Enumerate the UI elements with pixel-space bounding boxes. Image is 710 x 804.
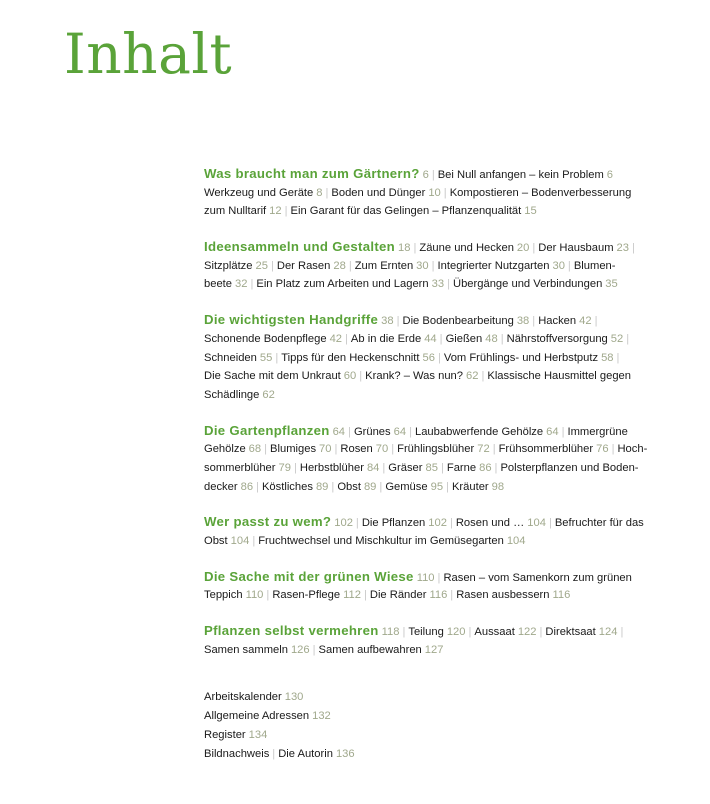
page-number: 127 — [424, 643, 444, 656]
toc-entry[interactable]: Teppich — [204, 589, 243, 602]
page-number: 118 — [381, 626, 400, 639]
separator: | — [548, 517, 552, 530]
toc-entry[interactable]: Fruchtwechsel und Mischkultur im Gemüsegarten — [258, 535, 504, 547]
separator: | — [331, 480, 335, 493]
toc-entry[interactable]: Köstliches — [261, 480, 313, 493]
toc-line — [204, 532, 684, 551]
toc-entry[interactable]: Rasen – vom Samenkorn zum grünen — [443, 571, 632, 584]
separator: | — [431, 259, 435, 272]
toc-line — [204, 586, 684, 605]
separator: | — [284, 205, 288, 218]
toc-section — [204, 165, 684, 221]
chapter-heading[interactable]: Ideensammeln und Gestalten — [204, 239, 396, 255]
page-number: 124 — [598, 626, 618, 639]
page-number: 102 — [428, 517, 447, 530]
page-number: 6 — [606, 169, 614, 181]
toc-entry[interactable]: Der Rasen — [276, 259, 331, 272]
toc-entry[interactable]: Rosen und … — [455, 517, 525, 530]
page-number: 122 — [517, 626, 537, 639]
toc-section — [204, 513, 684, 550]
toc-entry[interactable]: Register — [204, 729, 246, 741]
toc-entry[interactable]: Aussaat — [474, 626, 515, 639]
separator: | — [270, 259, 274, 272]
chapter-heading[interactable]: Wer passt zu wem? — [204, 514, 332, 530]
toc-entry[interactable]: Zäune und Hecken — [419, 242, 514, 255]
toc-line — [204, 202, 684, 221]
page-number: 104 — [230, 535, 250, 547]
page-number: 30 — [416, 259, 429, 272]
toc-section — [204, 422, 684, 497]
separator: | — [348, 425, 351, 438]
toc-line — [204, 349, 684, 368]
toc-entry[interactable]: Rosen — [340, 443, 373, 456]
toc-entry[interactable]: Kompostieren – Bodenverbesserung — [449, 186, 632, 199]
page-number: 104 — [506, 535, 526, 547]
chapter-heading[interactable]: Die wichtigsten Handgriffe — [204, 312, 379, 328]
separator: | — [611, 443, 615, 456]
toc-entry[interactable]: Herbstblüher — [299, 461, 364, 474]
page-number: 64 — [393, 425, 407, 438]
separator: | — [409, 425, 412, 438]
page-number: 8 — [316, 186, 323, 199]
separator: | — [250, 278, 254, 291]
toc-entry[interactable]: Laubabwerfende Gehölze — [414, 425, 544, 438]
toc-entry[interactable]: Zum Ernten — [354, 259, 414, 272]
separator: | — [539, 626, 543, 639]
toc-entry[interactable]: Nährstoffversorgung — [506, 332, 608, 345]
toc-line — [204, 641, 684, 660]
toc-line — [204, 165, 684, 184]
toc-entry[interactable]: Krank? – Was nun? — [365, 370, 463, 383]
separator: | — [379, 480, 383, 493]
page-number: 12 — [269, 205, 282, 218]
chapter-heading[interactable]: Die Gartenpflanzen — [204, 422, 330, 438]
toc-entry[interactable]: Gießen — [445, 332, 483, 345]
page-number: 70 — [319, 443, 332, 456]
toc-entry[interactable]: Ein Garant für das Gelingen – Pflanzenqualität — [290, 205, 522, 218]
toc-entry[interactable]: Obst — [204, 535, 228, 547]
toc-line — [204, 568, 684, 587]
toc-entry[interactable]: Bildnachweis — [204, 748, 270, 760]
toc-entry[interactable]: Klassische Hausmittel gegen — [487, 370, 632, 383]
toc-entry[interactable]: Kräuter — [451, 480, 489, 493]
toc-line — [204, 707, 355, 726]
toc-section — [204, 568, 684, 605]
separator: | — [382, 461, 386, 474]
separator: | — [325, 186, 329, 199]
separator: | — [594, 315, 598, 328]
page-number: 132 — [312, 710, 331, 722]
page-number: 33 — [431, 278, 445, 291]
page-number: 23 — [616, 242, 629, 255]
toc-entry[interactable]: Die Ränder — [369, 589, 427, 602]
table-of-contents — [204, 165, 684, 676]
separator: | — [363, 589, 367, 602]
page-number: 79 — [278, 461, 291, 474]
toc-entry[interactable]: Vom Frühlings- und Herbstputz — [443, 351, 599, 364]
toc-entry[interactable]: Schonende Bodenpflege — [204, 332, 327, 345]
toc-entry[interactable]: Arbeitskalender — [204, 691, 282, 703]
page-number: 62 — [466, 370, 479, 383]
page-number: 18 — [398, 242, 411, 255]
toc-entry[interactable]: Die Bodenbearbeitung — [402, 315, 514, 328]
toc-entry[interactable]: Immergrüne — [567, 425, 628, 438]
page-number: 68 — [248, 443, 262, 456]
page-number: 58 — [601, 351, 614, 364]
separator: | — [252, 535, 256, 547]
toc-line — [204, 622, 684, 641]
toc-entry[interactable]: Blumiges — [270, 443, 317, 456]
separator: | — [275, 351, 279, 364]
page-number: 10 — [428, 186, 441, 199]
separator: | — [334, 443, 338, 456]
separator: | — [413, 242, 417, 255]
chapter-heading[interactable]: Was braucht man zum Gärtnern? — [204, 166, 420, 181]
toc-entry[interactable]: Frühlingsblüher — [397, 443, 475, 456]
toc-entry[interactable]: Rasen-Pflege — [272, 589, 341, 602]
separator: | — [616, 351, 620, 364]
separator: | — [396, 315, 400, 328]
toc-entry[interactable]: Bei Null anfangen – kein Problem — [437, 169, 604, 181]
toc-entry[interactable]: beete — [204, 278, 232, 291]
toc-entry[interactable]: Farne — [446, 461, 477, 474]
separator: | — [440, 461, 444, 474]
page-number: 98 — [491, 480, 505, 493]
toc-line — [204, 275, 684, 294]
separator: | — [567, 259, 571, 272]
page-number: 48 — [485, 332, 498, 345]
separator: | — [631, 242, 635, 255]
page-number: 38 — [516, 315, 530, 328]
toc-entry[interactable]: zum Nulltarif — [204, 205, 267, 218]
page-number: 30 — [552, 259, 565, 272]
separator: | — [443, 186, 447, 199]
page-number: 85 — [425, 461, 438, 474]
toc-entry[interactable]: Polsterpflanzen und Boden- — [500, 461, 639, 474]
toc-entry[interactable]: Samen sammeln — [204, 643, 288, 656]
toc-entry[interactable]: decker — [204, 480, 238, 493]
page-number: 60 — [343, 370, 357, 383]
toc-line — [204, 478, 684, 497]
toc-line — [204, 726, 355, 745]
page-number: 136 — [335, 748, 355, 760]
page-number: 42 — [579, 315, 592, 328]
appendix-list — [204, 688, 355, 764]
page-number: 20 — [516, 242, 530, 255]
separator: | — [492, 443, 496, 456]
toc-entry[interactable]: Schneiden — [204, 351, 257, 364]
page-number: 55 — [259, 351, 273, 364]
toc-line — [204, 257, 684, 276]
separator: | — [266, 589, 270, 602]
page-number: 120 — [446, 626, 466, 639]
separator: | — [355, 517, 359, 530]
page-number: 89 — [315, 480, 329, 493]
separator: | — [345, 332, 348, 345]
page-number: 64 — [546, 425, 559, 438]
page-number: 76 — [596, 443, 609, 456]
separator: | — [468, 626, 472, 639]
toc-entry[interactable]: Gräser — [388, 461, 423, 474]
toc-line — [204, 688, 355, 707]
separator: | — [312, 643, 316, 656]
page-number: 95 — [430, 480, 444, 493]
toc-entry[interactable]: Die Sache mit dem Unkraut — [204, 370, 341, 383]
separator: | — [256, 480, 259, 493]
page-number: 44 — [424, 332, 437, 345]
toc-line — [204, 513, 684, 532]
page-number: 110 — [416, 571, 435, 584]
page-number: 126 — [290, 643, 310, 656]
toc-line — [204, 459, 684, 478]
toc-section — [204, 311, 684, 404]
toc-entry[interactable]: Grünes — [353, 425, 391, 438]
page-number: 28 — [333, 259, 346, 272]
page-number: 38 — [381, 315, 394, 328]
toc-entry[interactable]: Rasen ausbessern — [456, 589, 550, 602]
page-number: 89 — [363, 480, 377, 493]
toc-section — [204, 622, 684, 659]
page-number: 102 — [334, 517, 353, 530]
page-number: 42 — [329, 332, 343, 345]
page-number: 56 — [422, 351, 435, 364]
toc-entry[interactable]: Direktsaat — [545, 626, 596, 639]
separator: | — [481, 370, 485, 383]
separator: | — [500, 332, 504, 345]
toc-line — [204, 386, 684, 405]
toc-entry[interactable]: sommerblüher — [204, 461, 276, 474]
toc-line — [204, 422, 684, 441]
toc-entry[interactable]: Der Hausbaum — [538, 242, 614, 255]
toc-line — [204, 311, 684, 330]
separator: | — [447, 278, 450, 291]
page-number: 112 — [343, 589, 361, 602]
toc-entry[interactable]: Übergänge und Verbindungen — [453, 278, 603, 291]
toc-line — [204, 745, 355, 764]
page-number: 104 — [527, 517, 546, 530]
page-number: 15 — [524, 205, 537, 218]
separator: | — [359, 370, 363, 383]
separator: | — [402, 626, 406, 639]
toc-line — [204, 330, 684, 349]
toc-entry[interactable]: Teilung — [408, 626, 444, 639]
separator: | — [264, 443, 268, 456]
separator: | — [439, 332, 443, 345]
separator: | — [449, 517, 453, 530]
separator: | — [446, 480, 449, 493]
page-number: 110 — [245, 589, 264, 602]
toc-line — [204, 367, 684, 386]
toc-entry[interactable]: Gehölze — [204, 443, 246, 456]
page-number: 70 — [375, 443, 389, 456]
separator: | — [532, 242, 536, 255]
page-number: 86 — [479, 461, 492, 474]
toc-entry[interactable]: Samen aufbewahren — [318, 643, 422, 656]
separator: | — [293, 461, 297, 474]
toc-entry[interactable]: Die Autorin — [278, 748, 333, 760]
page-number: 52 — [610, 332, 624, 345]
toc-entry[interactable]: Schädlinge — [204, 388, 260, 401]
page-number: 32 — [235, 278, 248, 291]
separator: | — [437, 571, 441, 584]
toc-section — [204, 238, 684, 294]
page-number: 116 — [429, 589, 448, 602]
separator: | — [532, 315, 536, 328]
page-number: 72 — [477, 443, 490, 456]
page-number: 25 — [255, 259, 268, 272]
page-number: 35 — [605, 278, 618, 291]
separator: | — [561, 425, 565, 438]
separator: | — [494, 461, 498, 474]
toc-line — [204, 238, 684, 257]
toc-entry[interactable]: Frühsommerblüher — [498, 443, 594, 456]
toc-entry[interactable]: Sitzplätze — [204, 259, 253, 272]
separator: | — [626, 332, 630, 345]
chapter-heading[interactable]: Pflanzen selbst vermehren — [204, 623, 379, 639]
toc-entry[interactable]: Tipps für den Heckenschnitt — [281, 351, 420, 364]
separator: | — [272, 748, 276, 760]
toc-entry[interactable]: Befruchter für das — [554, 517, 644, 530]
page-number: 134 — [248, 729, 268, 741]
toc-entry[interactable]: Blumen- — [573, 259, 616, 272]
separator: | — [620, 626, 624, 639]
page-number: 86 — [240, 480, 254, 493]
toc-entry[interactable]: Werkzeug und Geräte — [204, 186, 314, 199]
page-number: 62 — [262, 388, 275, 401]
toc-entry[interactable]: Ein Platz zum Arbeiten und Lagern — [256, 278, 429, 291]
toc-entry[interactable]: Boden und Dünger — [331, 186, 426, 199]
page-number: 116 — [552, 589, 571, 602]
separator: | — [348, 259, 352, 272]
page-number: 130 — [284, 691, 304, 703]
page-number: 84 — [366, 461, 380, 474]
toc-line — [204, 184, 684, 203]
toc-entry[interactable]: Die Pflanzen — [361, 517, 426, 530]
toc-entry[interactable]: Hacken — [538, 315, 577, 328]
toc-entry[interactable]: Allgemeine Adressen — [204, 710, 310, 722]
separator: | — [431, 169, 435, 181]
toc-entry[interactable]: Integrierter Nutzgarten — [437, 259, 550, 272]
page-number: 6 — [422, 169, 429, 181]
page-number: 64 — [332, 425, 346, 438]
page-title: Inhalt — [64, 22, 233, 86]
separator: | — [437, 351, 441, 364]
toc-entry[interactable]: Ab in die Erde — [350, 332, 422, 345]
toc-line — [204, 440, 684, 459]
toc-entry[interactable]: Gemüse — [385, 480, 428, 493]
chapter-heading[interactable]: Die Sache mit der grünen Wiese — [204, 568, 414, 584]
toc-entry[interactable]: Obst — [337, 480, 361, 493]
separator: | — [450, 589, 454, 602]
separator: | — [391, 443, 395, 456]
toc-entry[interactable]: Hoch- — [617, 443, 648, 456]
